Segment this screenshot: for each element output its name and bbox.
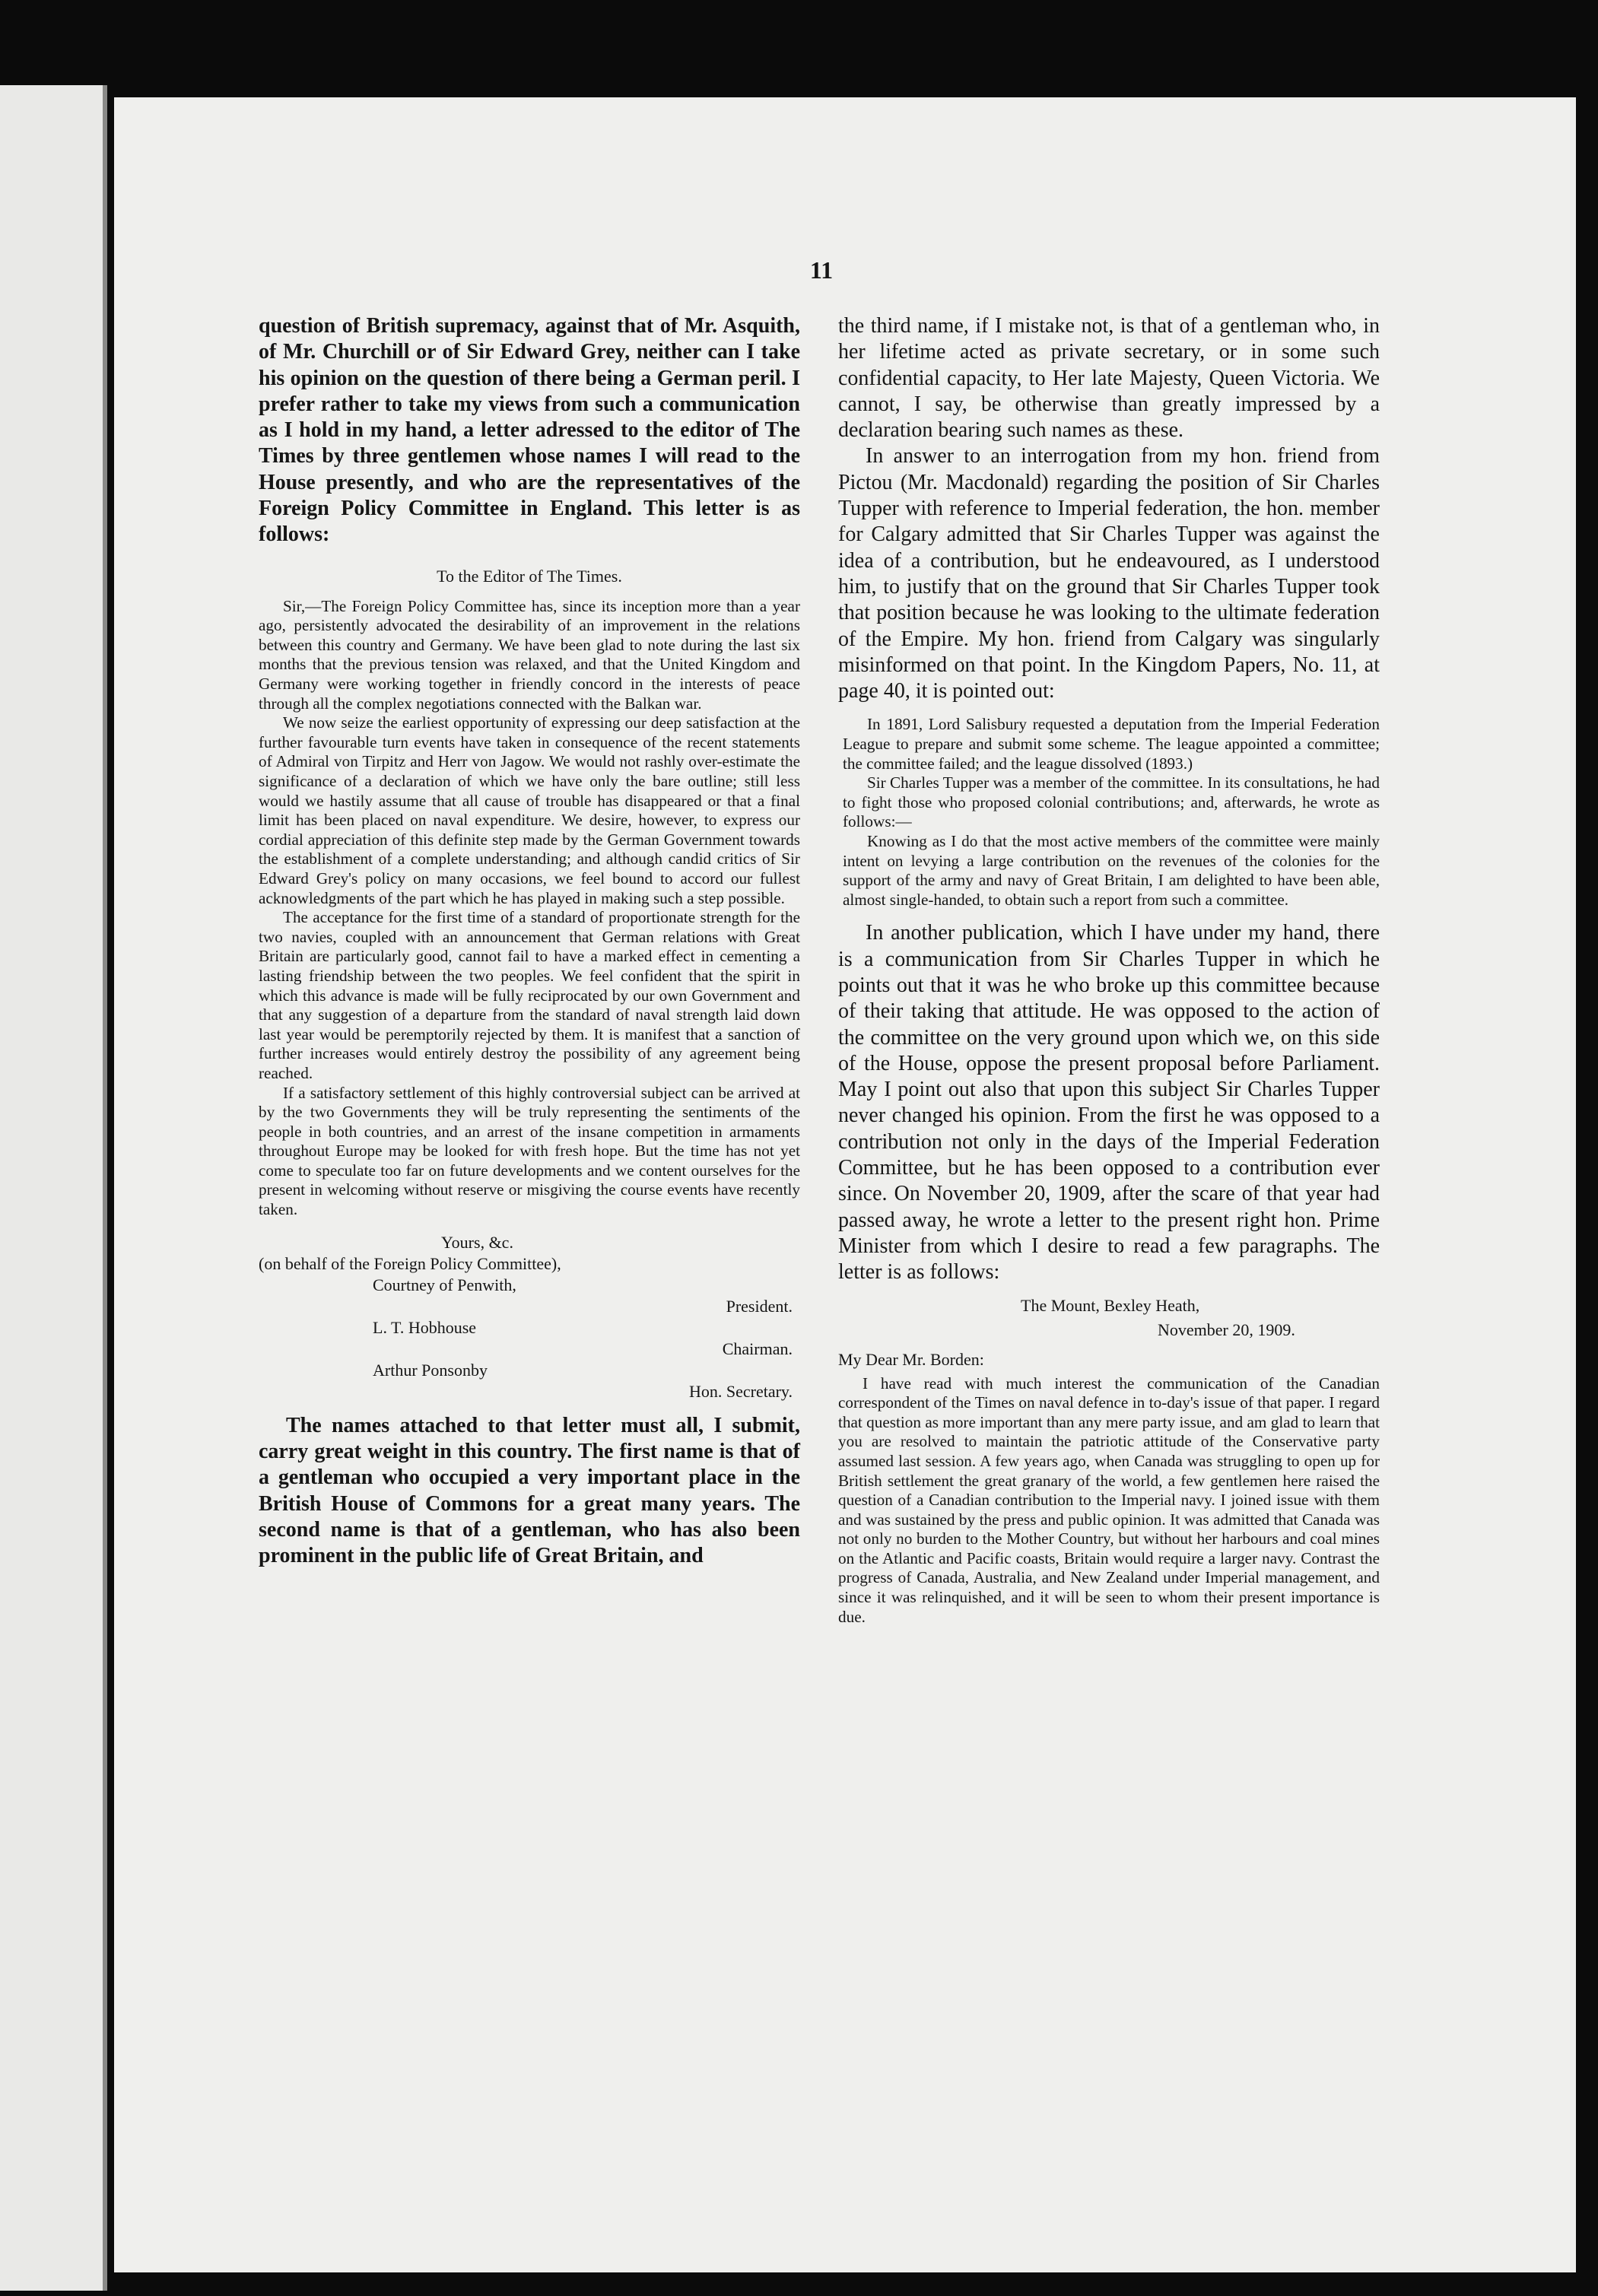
letter-paragraph-3: The acceptance for the first time of a standard of proportionate strength for the two navies, coupled with an announcement that German relations with Great Britain are particularly good, cannot fail to have a marked effect in cementing a lasting friendship between the two peoples. We feel confident that the spirit in which this advance is made will be fully reciprocated by our own Government and that any suggestion of a departure from the standard of naval strength laid down last year would be peremptorily rejected by them. It is manifest that a sanction of further increases would entirely destroy the possibility of any agreement being reached. xyxy=(259,908,800,1082)
signature-role: Chairman. xyxy=(722,1339,793,1358)
signature-role-row xyxy=(259,1339,800,1360)
signature-role: Hon. Secretary. xyxy=(688,1381,793,1401)
letter-paragraph-1: Sir,—The Foreign Policy Committee has, since its inception more than a year ago, persistently advocated the desirability of an improvement in the relations between this country and Germany. We have been glad to note during the last six months that the previous tension was relaxed, and that the United Kingdom and Germany were working together in friendly concord in the interests of peace through all the complex negotiations connected with the Balkan war. xyxy=(259,596,800,713)
signature-name: L. T. Hobhouse xyxy=(373,1317,477,1337)
signature-role: President. xyxy=(726,1296,793,1316)
salutation: My Dear Mr. Borden: xyxy=(838,1349,984,1369)
letter-paragraph-2: We now seize the earliest opportunity of expressing our deep satisfaction at the further favourable turn events have taken in consequence of the recent statements of Admiral von Tirpitz and Herr von Jagow. We would not rashly over-estimate the significance of a declaration of which we have only the bare outline; still less would we hastily assume that all cause of trouble has disappeared or that a final limit has been placed on naval expenditure. We desire, however, to express our cordial appreciation of this definite step made by the German Government towards the establishment of a complete understanding; and although candid critics of Sir Edward Grey's policy on many occasions, we feel bound to accord our fullest acknowledgments of the part which he has played in making such a step possible. xyxy=(259,713,800,907)
letter-signoff xyxy=(259,1232,800,1402)
right-paragraph-3: In another publication, which I have under my hand, there is a communication from Sir Charles Tupper in which he points out that it was he who broke up this committee because of their taking that attitude. He was opposed to the action of the committee on the very ground upon which we, on this side of the House, oppose the present proposal before Parliament. May I point out also that upon this subject Sir Charles Tupper never changed his opinion. From the first he was opposed to a contribution not only in the days of the Imperial Federation Committee, but he has been opposed to a contribution ever since. On November 20, 1909, after the scare of that year had passed away, he wrote a letter to the present right hon. Prime Minister from which I desire to read a few paragraphs. The letter is as follows: xyxy=(838,921,1380,1285)
right-paragraph-2: In answer to an interrogation from my hon. friend from Pictou (Mr. Macdonald) regarding the position of Sir Charles Tupper with reference to Imperial federation, the hon. member for Calgary admitted that Sir Charles Tupper was against the idea of a contribution, but he endeavoured, as I understood him, to justify that on the ground that Sir Charles Tupper took that position because he was looking to the ultimate federation of the Empire. My hon. friend from Calgary was singularly misinformed on that point. In the Kingdom Papers, No. 11, at page 40, it is pointed out: xyxy=(838,444,1380,703)
right-column xyxy=(838,313,1380,1627)
intro-paragraph: question of British supremacy, against that of Mr. Asquith, of Mr. Churchill or of Sir Edward Grey, neither can I take his opinion on the question of there being a German peril. I prefer rather to take my views from such a communication as I hold in my hand, a letter adressed to the editor of The Times by three gentlemen whose names I will read to the House presently, and who are the representatives of the Foreign Policy Committee in England. This letter is as follows: xyxy=(259,314,800,547)
quote-paragraph-2: Sir Charles Tupper was a member of the committee. In its consultations, he had to fight those who proposed colonial contributions; and, afterwards, he wrote as follows:— xyxy=(843,773,1380,831)
previous-page-edge xyxy=(0,85,103,2291)
page-number: 11 xyxy=(809,256,834,284)
signoff-yours: Yours, &c. xyxy=(441,1232,513,1252)
left-column xyxy=(259,313,800,1569)
signature-name: Courtney of Penwith, xyxy=(373,1275,516,1294)
kingdom-papers-quote xyxy=(838,715,1380,910)
letter-address xyxy=(838,1294,1380,1342)
signature-role-row xyxy=(259,1296,800,1317)
signoff-behalf: (on behalf of the Foreign Policy Committee), xyxy=(259,1253,561,1273)
page-gutter xyxy=(103,85,107,2291)
signature-secretary xyxy=(259,1360,800,1381)
signature-name: Arthur Ponsonby xyxy=(373,1360,488,1380)
letter-paragraph-4: If a satisfactory settlement of this highly controversial subject can be arrived at by the two Governments they will be truly representing the sentiments of the people in both countries, and an arrest of the insane competition in armaments throughout Europe may be looked for with fresh hope. But the time has not yet come to speculate too far on future developments and we content ourselves for the present in welcoming without reserve or misgiving the course events have recently taken. xyxy=(259,1083,800,1219)
letter-heading: To the Editor of The Times. xyxy=(437,566,622,586)
closing-paragraph: The names attached to that letter must all, I submit, carry great weight in this country. The first name is that of a gentleman who occupied a very important place in the British House of Commons for a great many years. The second name is that of a gentleman, who has also been prominent in the public life of Great Britain, and xyxy=(259,1413,800,1568)
signature-president xyxy=(259,1275,800,1296)
signature-chairman xyxy=(259,1317,800,1339)
signature-role-row xyxy=(259,1381,800,1402)
tupper-letter-paragraph: I have read with much interest the communication of the Canadian correspondent of the Times on naval defence in to-day's issue of that paper. I regard that question as more important than any mere party issue, and am glad to learn that you are resolved to maintain the patriotic attitude of the Conservative party assumed last session. A few years ago, when Canada was struggling to open up for British settlement the great granary of the world, a few gentlemen here raised the question of a Canadian contribution to the Imperial navy. I joined issue with them and was sustained by the press and public opinion. It was admitted that Canada was not only no burden to the Mother Country, but without her harbours and coal mines on the Atlantic and Pacific coasts, Britain would require a larger navy. Contrast the progress of Canada, Australia, and New Zealand under Imperial management, and since it was relinquished, and it will be seen to whom their present importance is due. xyxy=(838,1373,1380,1626)
address-line-1: The Mount, Bexley Heath, xyxy=(1021,1295,1200,1315)
right-paragraph-1: the third name, if I mistake not, is that of a gentleman who, in her lifetime acted as private secretary, or in some such confidential capacity, to Her late Majesty, Queen Victoria. We cannot, I say, be otherwise than greatly impressed by a declaration bearing such names as these. xyxy=(838,314,1380,443)
address-date: November 20, 1909. xyxy=(1158,1319,1295,1339)
quote-paragraph-1: In 1891, Lord Salisbury requested a deputation from the Imperial Federation League to prepare and submit some scheme. The league appointed a committee; the committee failed; and the league dissolved (1893.) xyxy=(843,715,1380,773)
quote-paragraph-3: Knowing as I do that the most active members of the committee were mainly intent on levying a large contribution on the revenues of the colonies for the support of the army and navy of Great Britain, I am delighted to have been able, almost single-handed, to obtain such a report from such a committee. xyxy=(843,832,1380,909)
